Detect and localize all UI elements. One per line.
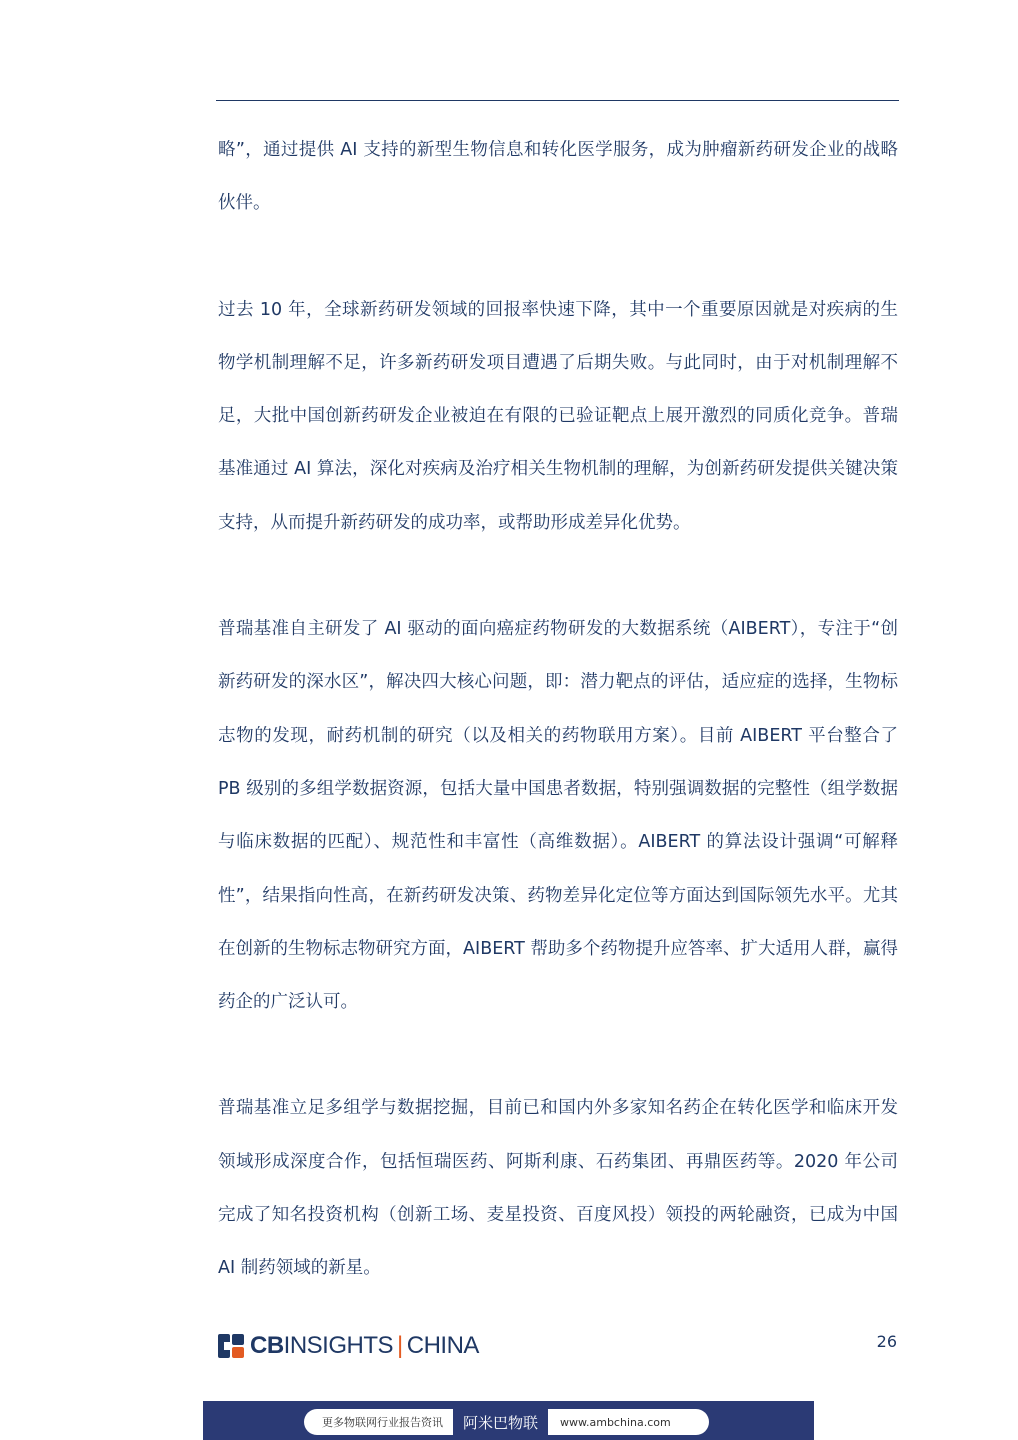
page-number: 26 — [876, 1332, 897, 1351]
logo-wordmark: CBINSIGHTS | CHINA — [250, 1332, 479, 1359]
header-rule — [216, 100, 899, 101]
cbinsights-logo — [218, 1333, 479, 1359]
paragraph-1: 略”，通过提供 AI 支持的新型生物信息和转化医学服务，成为肿瘤新药研发企业的战略伙伴。 — [218, 140, 898, 214]
paragraph-2: 过去 10 年，全球新药研发领域的回报率快速下降，其中一个重要原因就是对疾病的生物学机制理解不足，许多新药研发项目遭遇了后期失败。与此同时，由于对机制理解不足，大批中国创新药研发企业被迫在有限的已验证靶点上展开激烈的同质化竞争。普瑞基准通过 AI 算法，深化对疾病及治疗相关生物机制的理解，为创新药研发提供关键决策支持，从而提升新药研发的成功率，或帮助形成差异化优势。 — [218, 299, 898, 533]
promo-pill[interactable] — [304, 1409, 709, 1435]
promo-url-link[interactable]: www.ambchina.com — [560, 1415, 671, 1429]
body-text — [218, 124, 898, 1296]
paragraph-4: 普瑞基准立足多组学与数据挖掘，目前已和国内外多家知名药企在转化医学和临床开发领域形成深度合作，包括恒瑞医药、阿斯利康、石药集团、再鼎医药等。2020 年公司完成了知名投资机构（创新工场、麦星投资、百度风投）领投的两轮融资，已成为中国 AI 制药领域的新星。 — [218, 1098, 898, 1279]
promo-left-text: 更多物联网行业报告资讯 — [322, 1416, 443, 1429]
paragraph-3: 普瑞基准自主研发了 AI 驱动的面向癌症药物研发的大数据系统（AIBERT），专注于“创新药研发的深水区”，解决四大核心问题，即：潜力靶点的评估，适应症的选择，生物标志物的发现，耐药机制的研究（以及相关的药物联用方案）。目前 AIBERT 平台整合了 PB 级别的多组学数据资源，包括大量中国患者数据，特别强调数据的完整性（组学数据与临床数据的匹配）、规范性和丰富性（高维数据）。AIBERT 的算法设计强调“可解释性”，结果指向性高，在新药研发决策、药物差异化定位等方面达到国际领先水平。尤其在创新的生物标志物研究方面，AIBERT 帮助多个药物提升应答率、扩大适用人群，赢得药企的广泛认可。 — [218, 619, 898, 1013]
cbinsights-logo-icon — [218, 1334, 244, 1358]
promo-brand: 阿米巴物联 — [453, 1409, 548, 1435]
